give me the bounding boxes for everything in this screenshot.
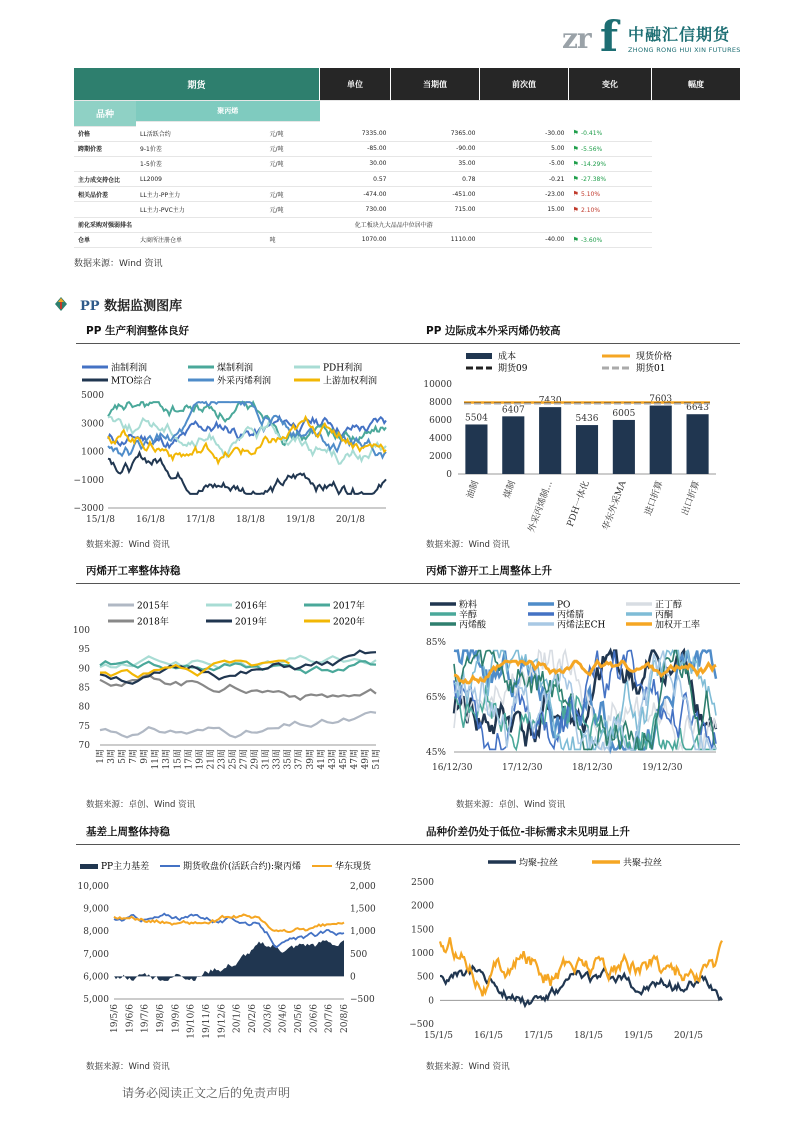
row-change: 15.00	[480, 202, 569, 217]
y-tick-label: 1000	[81, 447, 104, 458]
chart-source-3: 数据来源：卓创、Wind 资讯	[86, 800, 196, 810]
legend-label: 辛醇	[459, 610, 478, 621]
x-tick-label: 3周	[107, 749, 118, 764]
x-tick-label: 19/1/8	[286, 515, 315, 525]
x-tick-label: 煤制	[502, 479, 518, 500]
series-line	[100, 651, 376, 684]
row-previous: 7365.00	[391, 126, 480, 141]
row-category: 前化采购对强弱排名	[74, 217, 136, 232]
table-source: 数据来源：Wind 资讯	[74, 259, 163, 269]
x-tick-label: 35周	[283, 749, 294, 770]
legend-label: 丙烯腈	[557, 610, 585, 621]
y-tick-label: 85	[78, 683, 90, 694]
flag-icon: ⚑	[572, 129, 582, 138]
row-pct-cell	[569, 156, 652, 171]
chart-source-2: 数据来源：Wind 资讯	[426, 540, 510, 550]
row-pct: 2.10%	[581, 206, 601, 214]
bar-value-label: 6407	[501, 405, 525, 416]
row-pct-cell	[569, 141, 652, 156]
x-tick-label: 19/5/6	[110, 1004, 120, 1033]
row-previous: 35.00	[391, 156, 480, 171]
flag-icon: ⚑	[572, 235, 582, 244]
table-row	[74, 126, 740, 141]
table-row	[74, 202, 740, 217]
row-item: LL活跃合约	[136, 126, 265, 141]
bar-value-label: 6005	[612, 408, 636, 419]
cost-bar	[502, 416, 524, 474]
east-china-spot-line	[114, 915, 344, 932]
row-unit: 元/吨	[265, 156, 319, 171]
legend-label: PP主力基差	[101, 862, 150, 872]
x-tick-label: 19/8/6	[156, 1004, 166, 1033]
legend-label: MTO综合	[111, 376, 152, 387]
row-pct: 5.10%	[581, 191, 601, 199]
x-tick-label: 20/6/6	[309, 1004, 320, 1033]
product-name: 聚丙烯	[136, 101, 319, 122]
x-tick-label: 45周	[338, 749, 349, 770]
flag-icon: ⚑	[572, 205, 582, 214]
y-tick-label: 8000	[429, 398, 452, 408]
y-tick-label: 5,000	[83, 995, 109, 1005]
x-tick-label: 20/5/6	[294, 1004, 304, 1033]
row-change: 5.00	[480, 141, 569, 156]
x-tick-label: 19/12/30	[642, 763, 683, 773]
section-title	[80, 295, 182, 314]
row-current: 1070.00	[320, 232, 391, 247]
row-pct-cell	[569, 232, 652, 247]
x-tick-label: 油制	[465, 479, 482, 500]
x-tick-label: 16/1/8	[136, 515, 165, 525]
x-tick-label: 20/1/8	[336, 515, 365, 525]
legend-label: 共聚-拉丝	[623, 858, 663, 869]
chart-title-1: PP 生产利润整体良好	[86, 325, 190, 337]
y-tick-label: 5000	[81, 391, 104, 401]
row-item: 1-5价差	[136, 156, 265, 171]
x-tick-label: 17周	[184, 749, 195, 770]
row-unit: 吨	[265, 232, 319, 247]
legend-label: PO	[557, 600, 571, 611]
legend-label: 2016年	[235, 601, 267, 612]
flag-icon: ⚑	[572, 159, 582, 168]
header-previous: 前次值	[480, 68, 569, 101]
legend-label: 2019年	[235, 617, 267, 628]
y-tick-label: 6000	[429, 416, 452, 426]
chart-title-5: 基差上周整体持稳	[86, 826, 170, 838]
legend-label: 成本	[498, 352, 517, 362]
row-previous: 0.78	[391, 172, 480, 187]
table-row	[74, 141, 740, 156]
x-tick-label: 49周	[360, 749, 371, 770]
x-tick-label: 13周	[162, 749, 173, 770]
bar-value-label: 5436	[575, 414, 599, 425]
header-pct: 幅度	[652, 68, 741, 101]
flag-icon: ⚑	[572, 144, 582, 153]
chart-source-6: 数据来源：Wind 资讯	[426, 1062, 510, 1072]
y-tick-label: 85%	[425, 638, 446, 648]
x-tick-label: 20/4/6	[278, 1004, 289, 1033]
x-tick-label: 20/2/6	[248, 1004, 258, 1033]
y-tick-label: 90	[78, 664, 90, 675]
y2-tick-label: 0	[350, 972, 356, 983]
cost-bar	[465, 424, 487, 474]
row-category: 跨期价差	[74, 141, 136, 156]
y-tick-label: −500	[409, 1020, 434, 1030]
table-row	[74, 156, 740, 171]
basis-chart	[76, 852, 396, 1052]
legend-label: 期货09	[498, 364, 528, 374]
x-tick-label: 15/1/5	[424, 1031, 453, 1041]
row-merged-text: 化工板块九大品品中位居中游	[136, 217, 651, 232]
x-tick-label: 17/1/8	[186, 515, 215, 525]
row-unit: 元/吨	[265, 202, 319, 217]
legend-label: PDH利润	[323, 363, 363, 374]
x-tick-label: 1周	[96, 749, 106, 764]
row-change: -40.00	[480, 232, 569, 247]
y-tick-label: −3000	[73, 504, 104, 514]
legend-swatch	[80, 864, 98, 869]
cost-bar	[650, 406, 672, 474]
legend-label: 华东现货	[335, 862, 372, 872]
x-tick-label: 25周	[228, 749, 239, 770]
x-tick-label: 39周	[305, 749, 316, 770]
chart-title-3: 丙烯开工率整体持稳	[86, 565, 181, 577]
x-tick-label: 19/9/6	[171, 1004, 182, 1033]
y-tick-label: 45%	[425, 748, 446, 758]
row-item: LL2009	[136, 172, 265, 187]
x-tick-label: 51周	[372, 749, 382, 770]
legend-label: 2020年	[333, 617, 365, 628]
row-change: -0.21	[480, 172, 569, 187]
row-current: 30.00	[320, 156, 391, 171]
chart-title-2: PP 边际成本外采丙烯仍较高	[426, 325, 561, 337]
y2-tick-label: 500	[350, 949, 368, 960]
cost-bar	[613, 420, 635, 474]
spread-chart	[409, 852, 736, 1052]
legend-label: 丙烯法ECH	[557, 620, 606, 631]
y2-tick-label: 1,000	[350, 927, 376, 938]
futures-close-line	[114, 914, 344, 947]
x-tick-label: 33周	[272, 749, 283, 770]
y2-tick-label: −500	[350, 995, 375, 1005]
row-category: 主力成交持仓比	[74, 172, 136, 187]
legend-label: 现货价格	[636, 352, 673, 362]
y-tick-label: 10,000	[77, 882, 109, 892]
row-pct-cell	[569, 202, 652, 217]
legend-label: 期货收盘价(活跃合约):聚丙烯	[183, 862, 302, 872]
row-category	[74, 156, 136, 171]
y-tick-label: 95	[78, 645, 90, 656]
profit-line-chart	[73, 350, 396, 530]
logo-mark-left: zr	[562, 22, 591, 55]
x-tick-label: 31周	[261, 749, 272, 770]
x-tick-label: 18/12/30	[572, 763, 613, 773]
table-row	[74, 172, 740, 187]
legend-label: 2018年	[137, 617, 169, 628]
x-tick-label: 19周	[195, 749, 206, 770]
legend-label: 丙酮	[655, 610, 674, 621]
cost-bar-chart	[416, 346, 736, 534]
chart-source-5: 数据来源：Wind 资讯	[86, 1062, 170, 1072]
legend-label: 2015年	[137, 601, 169, 612]
bar-value-label: 7603	[649, 394, 673, 405]
y-tick-label: 1000	[411, 949, 434, 959]
x-tick-label: 43周	[327, 749, 338, 770]
side-label: 品种	[74, 101, 136, 127]
table-row	[74, 232, 740, 247]
row-change: -30.00	[480, 126, 569, 141]
row-previous: 715.00	[391, 202, 480, 217]
x-tick-label: 21周	[206, 749, 217, 770]
y-tick-label: 2500	[411, 878, 434, 888]
chart-source-4: 数据来源：卓创、Wind 资讯	[456, 800, 566, 810]
x-tick-label: 进口折算	[643, 479, 666, 517]
x-tick-label: 19/10/6	[186, 1004, 197, 1039]
y-tick-label: 10000	[423, 380, 452, 390]
x-tick-label: 9周	[140, 749, 151, 764]
x-tick-label: 18/1/8	[236, 515, 265, 525]
x-tick-label: 华东外采MA	[601, 479, 629, 532]
y2-tick-label: 2,000	[350, 882, 376, 892]
header-unit: 单位	[320, 68, 391, 101]
y-tick-label: 6,000	[83, 972, 109, 983]
x-tick-label: 18/1/5	[574, 1031, 603, 1041]
row-pct-cell	[569, 126, 652, 141]
y-tick-label: 70	[78, 741, 90, 751]
y2-tick-label: 1,500	[350, 904, 376, 915]
header-change: 变化	[569, 68, 652, 101]
x-tick-label: 20/3/6	[263, 1004, 274, 1033]
row-item: LL主力-PP主力	[136, 187, 265, 202]
chart-source-1: 数据来源：Wind 资讯	[86, 540, 170, 550]
bar-value-label: 5504	[464, 413, 488, 424]
x-tick-label: 16/12/30	[432, 763, 473, 773]
legend-label: 均聚-拉丝	[519, 858, 559, 869]
table-row	[74, 187, 740, 202]
legend-label: 油制利润	[111, 363, 148, 374]
y-tick-label: 500	[416, 972, 434, 983]
row-pct: -3.60%	[581, 236, 603, 244]
header-current: 当期值	[391, 68, 480, 101]
cost-bar	[539, 407, 561, 474]
section-title-text: 数据监测图库	[104, 299, 183, 314]
table-row	[74, 217, 740, 232]
x-tick-label: PDH一体化	[565, 479, 592, 529]
row-pct: -27.38%	[581, 176, 607, 184]
x-tick-label: 15周	[173, 749, 184, 770]
x-tick-label: 20/8/6	[340, 1004, 350, 1033]
legend-label: 丙烯酸	[459, 620, 487, 631]
chart-title-4: 丙烯下游开工上周整体上升	[426, 565, 552, 577]
y-tick-label: 1500	[411, 925, 434, 936]
legend-label: 加权开工率	[655, 620, 701, 631]
x-tick-label: 出口折算	[680, 479, 703, 517]
x-tick-label: 16/1/5	[474, 1031, 503, 1041]
x-tick-label: 19/7/6	[140, 1004, 151, 1033]
section-title-prefix: PP	[80, 299, 100, 314]
row-current: -474.00	[320, 187, 391, 202]
chart-title-6: 品种价差仍处于低位-非标需求未见明显上升	[426, 826, 630, 838]
x-tick-label: 17/1/5	[524, 1031, 553, 1041]
row-previous: -451.00	[391, 187, 480, 202]
table-body	[74, 126, 740, 248]
x-tick-label: 41周	[316, 749, 327, 770]
row-item: 大商所注册仓单	[136, 232, 265, 247]
x-tick-label: 37周	[294, 749, 305, 770]
x-tick-label: 19/11/6	[202, 1004, 212, 1039]
y-tick-label: 9,000	[83, 904, 109, 915]
x-tick-label: 外采丙烯制…	[526, 479, 555, 534]
x-tick-label: 47周	[349, 749, 360, 770]
cost-bar	[687, 414, 709, 474]
x-tick-label: 19/1/5	[624, 1031, 653, 1041]
futures-data-table	[74, 68, 740, 248]
flag-icon: ⚑	[572, 175, 582, 184]
y-tick-label: 0	[428, 996, 434, 1007]
x-tick-label: 19/12/6	[217, 1004, 228, 1039]
y-tick-label: 2000	[429, 452, 452, 462]
company-logo	[562, 12, 752, 62]
bar-value-label: 7430	[538, 396, 562, 407]
y-tick-label: 2000	[411, 901, 434, 912]
x-tick-label: 20/1/6	[232, 1004, 243, 1033]
row-unit: 元/吨	[265, 126, 319, 141]
y-tick-label: 80	[78, 702, 90, 713]
row-pct-cell	[569, 187, 652, 202]
row-previous: 1110.00	[391, 232, 480, 247]
logo-english-name: ZHONG RONG HUI XIN FUTURES	[628, 46, 741, 54]
y-tick-label: 65%	[425, 693, 446, 703]
y-tick-label: −1000	[73, 475, 104, 486]
row-unit	[265, 172, 319, 187]
x-tick-label: 5周	[118, 749, 129, 764]
legend-label: 期货01	[636, 364, 666, 374]
legend-label: 外采丙烯利润	[217, 376, 272, 387]
row-change: -5.00	[480, 156, 569, 171]
legend-label: 正丁醇	[655, 600, 683, 611]
row-item: LL主力-PVC主力	[136, 202, 265, 217]
row-pct: -14.29%	[581, 160, 607, 168]
legend-swatch	[466, 353, 492, 359]
x-tick-label: 20/1/5	[674, 1031, 703, 1041]
diamond-arrow-icon	[54, 296, 70, 312]
bar-value-label: 6643	[686, 403, 710, 414]
x-tick-label: 17/12/30	[502, 763, 543, 773]
row-unit: 元/吨	[265, 187, 319, 202]
y-tick-label: 100	[72, 626, 90, 636]
x-tick-label: 19/6/6	[125, 1004, 136, 1033]
x-tick-label: 29周	[250, 749, 261, 770]
series-line	[100, 712, 376, 737]
row-change: -23.00	[480, 187, 569, 202]
y-tick-label: 3000	[81, 419, 104, 430]
legend-label: 粉料	[459, 600, 478, 611]
row-category	[74, 202, 136, 217]
row-pct-cell	[569, 172, 652, 187]
y-tick-label: 0	[446, 470, 452, 480]
logo-chinese-name: 中融汇信期货	[628, 25, 731, 44]
x-tick-label: 7周	[129, 749, 140, 764]
row-category: 仓单	[74, 232, 136, 247]
x-tick-label: 27周	[239, 749, 250, 770]
legend-label: 煤制利润	[217, 363, 254, 374]
x-tick-label: 23周	[217, 749, 228, 770]
row-pct: -5.56%	[581, 145, 603, 153]
cost-bar	[576, 425, 598, 474]
propylene-operating-chart	[72, 592, 396, 782]
row-unit: 元/吨	[265, 141, 319, 156]
logo-mark-right: f	[600, 12, 619, 61]
legend-label: 上游加权利润	[323, 376, 378, 387]
legend-label: 2017年	[333, 601, 365, 612]
y-tick-label: 7,000	[83, 949, 109, 960]
x-tick-label: 15/1/8	[86, 515, 115, 525]
flag-icon: ⚑	[572, 190, 582, 199]
x-tick-label: 20/7/6	[324, 1004, 335, 1033]
row-current: -85.00	[320, 141, 391, 156]
row-category: 价格	[74, 126, 136, 141]
basis-area	[114, 940, 344, 981]
x-tick-label: 11周	[151, 749, 162, 770]
downstream-operating-chart	[416, 592, 736, 782]
row-current: 0.57	[320, 172, 391, 187]
row-item: 9-1价差	[136, 141, 265, 156]
disclaimer-footer: 请务必阅读正文之后的免责声明	[122, 1086, 291, 1100]
row-current: 730.00	[320, 202, 391, 217]
row-category: 相关品价差	[74, 187, 136, 202]
series-line	[108, 402, 386, 457]
header-futures: 期货	[74, 68, 320, 101]
y-tick-label: 8,000	[83, 927, 109, 938]
row-current: 7335.00	[320, 126, 391, 141]
row-pct: -0.41%	[581, 130, 603, 138]
row-previous: -90.00	[391, 141, 480, 156]
y-tick-label: 75	[78, 721, 90, 732]
y-tick-label: 4000	[429, 434, 452, 444]
